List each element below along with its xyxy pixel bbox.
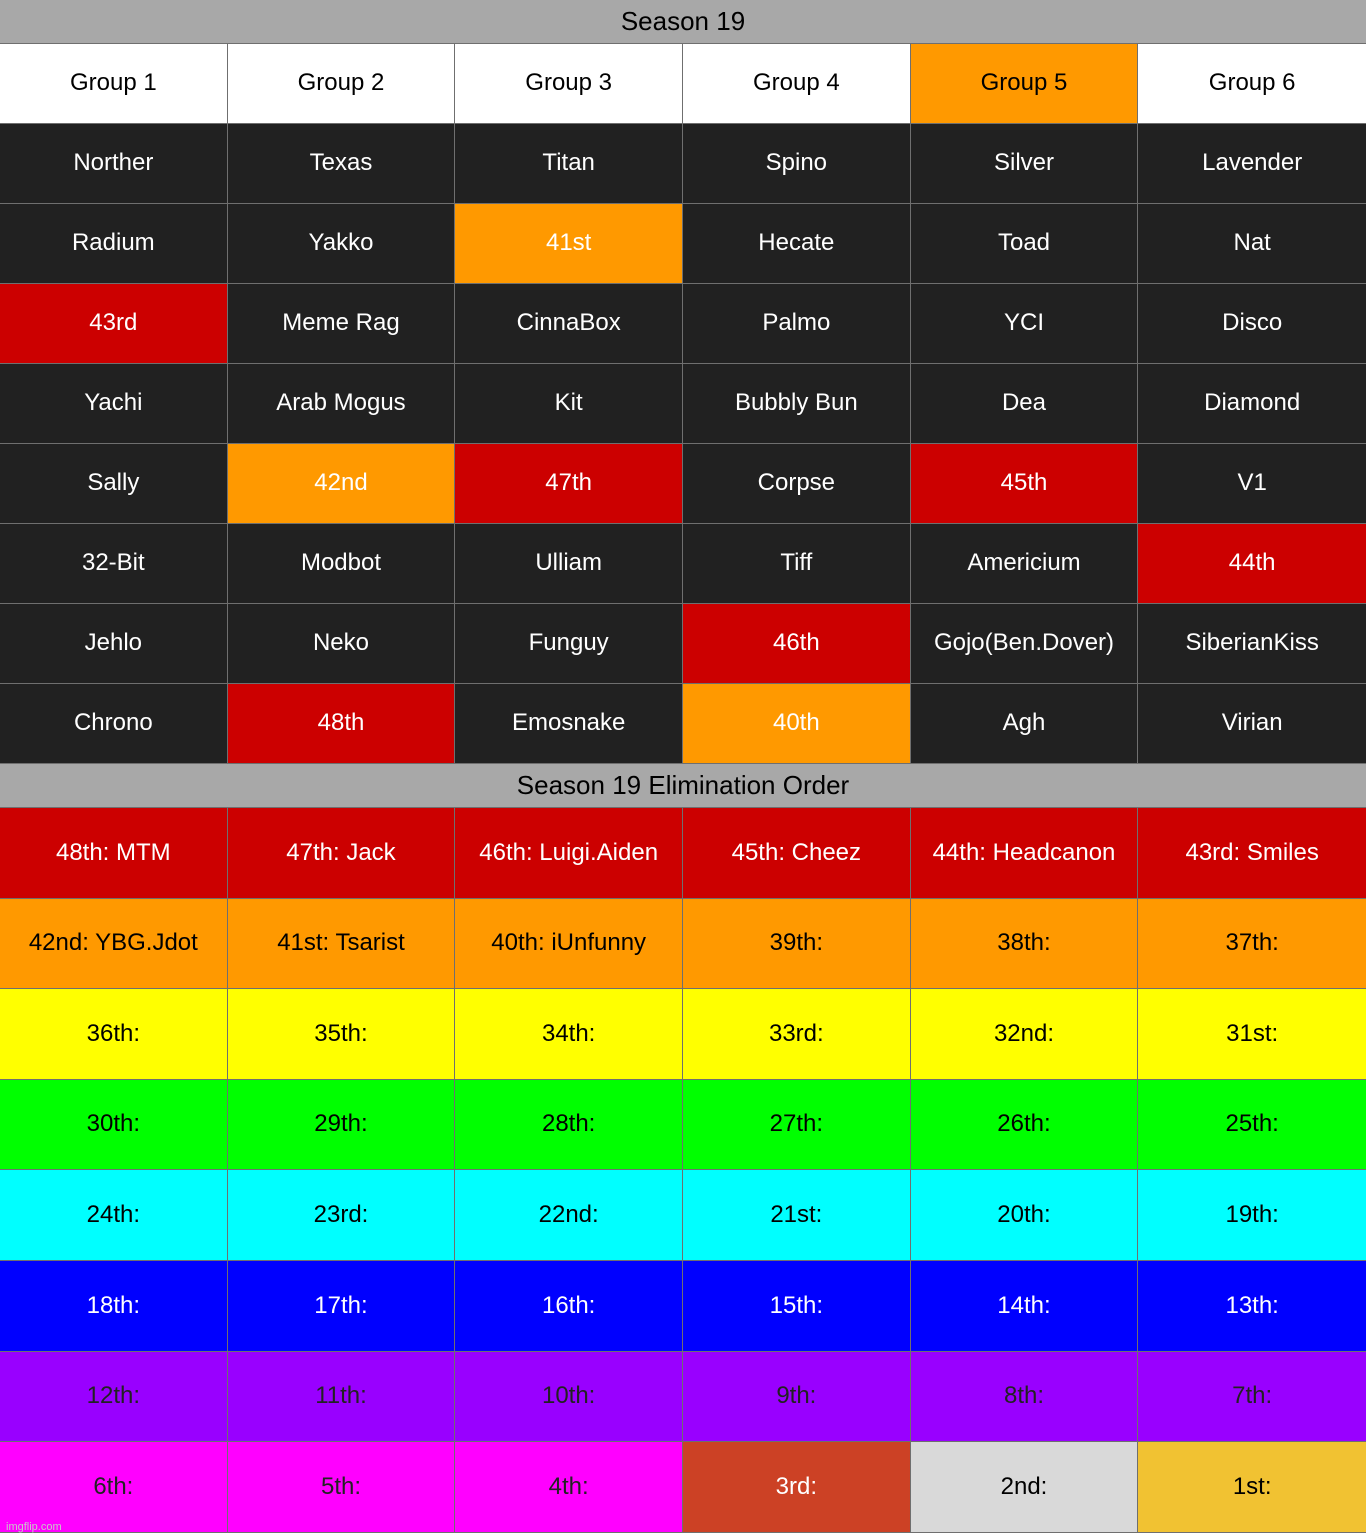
group-cell: Arab Mogus — [228, 364, 456, 444]
group-cell: Neko — [228, 604, 456, 684]
group-cell: 43rd — [0, 284, 228, 364]
group-cell: 44th — [1138, 524, 1366, 604]
group-cell: Dea — [911, 364, 1139, 444]
elimination-cell: 45th: Cheez — [683, 808, 911, 899]
elimination-cell: 5th: — [228, 1442, 456, 1533]
group-cell: Americium — [911, 524, 1139, 604]
groups-table — [0, 44, 1366, 764]
elimination-cell: 11th: — [228, 1352, 456, 1443]
elimination-cell: 42nd: YBG.Jdot — [0, 899, 228, 990]
elimination-cell: 2nd: — [911, 1442, 1139, 1533]
elimination-cell: 8th: — [911, 1352, 1139, 1443]
elimination-cell: 36th: — [0, 989, 228, 1080]
elimination-cell: 7th: — [1138, 1352, 1366, 1443]
elimination-cell: 13th: — [1138, 1261, 1366, 1352]
group-cell: SiberianKiss — [1138, 604, 1366, 684]
elimination-cell: 38th: — [911, 899, 1139, 990]
group-cell: Agh — [911, 684, 1139, 764]
elimination-cell: 16th: — [455, 1261, 683, 1352]
elimination-cell: 40th: iUnfunny — [455, 899, 683, 990]
elimination-cell: 37th: — [1138, 899, 1366, 990]
group-cell: Diamond — [1138, 364, 1366, 444]
elimination-cell: 15th: — [683, 1261, 911, 1352]
elimination-cell: 18th: — [0, 1261, 228, 1352]
group-cell: Toad — [911, 204, 1139, 284]
group-header: Group 4 — [683, 44, 911, 124]
group-cell: Meme Rag — [228, 284, 456, 364]
group-cell: 45th — [911, 444, 1139, 524]
elimination-cell: 46th: Luigi.Aiden — [455, 808, 683, 899]
elimination-cell: 44th: Headcanon — [911, 808, 1139, 899]
group-cell: Spino — [683, 124, 911, 204]
elimination-cell: 3rd: — [683, 1442, 911, 1533]
group-cell: Norther — [0, 124, 228, 204]
elimination-table — [0, 808, 1366, 1533]
elimination-cell: 32nd: — [911, 989, 1139, 1080]
group-header: Group 6 — [1138, 44, 1366, 124]
elimination-cell: 12th: — [0, 1352, 228, 1443]
elimination-cell: 20th: — [911, 1170, 1139, 1261]
elimination-cell: 31st: — [1138, 989, 1366, 1080]
group-cell: 42nd — [228, 444, 456, 524]
group-cell: Lavender — [1138, 124, 1366, 204]
elimination-cell: 33rd: — [683, 989, 911, 1080]
group-cell: 32-Bit — [0, 524, 228, 604]
group-cell: 46th — [683, 604, 911, 684]
group-cell: Gojo(Ben.Dover) — [911, 604, 1139, 684]
group-cell: Silver — [911, 124, 1139, 204]
group-cell: Corpse — [683, 444, 911, 524]
elimination-cell: 6th: — [0, 1442, 228, 1533]
group-cell: Chrono — [0, 684, 228, 764]
group-cell: 48th — [228, 684, 456, 764]
group-header: Group 1 — [0, 44, 228, 124]
group-cell: Ulliam — [455, 524, 683, 604]
group-cell: Yakko — [228, 204, 456, 284]
elimination-cell: 21st: — [683, 1170, 911, 1261]
elimination-cell: 25th: — [1138, 1080, 1366, 1171]
elimination-cell: 24th: — [0, 1170, 228, 1261]
group-cell: Yachi — [0, 364, 228, 444]
elimination-cell: 41st: Tsarist — [228, 899, 456, 990]
elimination-cell: 35th: — [228, 989, 456, 1080]
elimination-cell: 34th: — [455, 989, 683, 1080]
group-cell: V1 — [1138, 444, 1366, 524]
elimination-title: Season 19 Elimination Order — [0, 764, 1366, 808]
elimination-cell: 14th: — [911, 1261, 1139, 1352]
group-header: Group 5 — [911, 44, 1139, 124]
elimination-cell: 10th: — [455, 1352, 683, 1443]
group-cell: Emosnake — [455, 684, 683, 764]
elimination-cell: 29th: — [228, 1080, 456, 1171]
group-cell: 47th — [455, 444, 683, 524]
group-cell: YCI — [911, 284, 1139, 364]
group-cell: Disco — [1138, 284, 1366, 364]
elimination-cell: 4th: — [455, 1442, 683, 1533]
elimination-cell: 43rd: Smiles — [1138, 808, 1366, 899]
elimination-cell: 19th: — [1138, 1170, 1366, 1261]
group-cell: Hecate — [683, 204, 911, 284]
group-cell: Palmo — [683, 284, 911, 364]
group-cell: Titan — [455, 124, 683, 204]
group-cell: Virian — [1138, 684, 1366, 764]
elimination-cell: 30th: — [0, 1080, 228, 1171]
group-cell: Texas — [228, 124, 456, 204]
group-cell: Modbot — [228, 524, 456, 604]
elimination-cell: 23rd: — [228, 1170, 456, 1261]
elimination-cell: 48th: MTM — [0, 808, 228, 899]
elimination-cell: 22nd: — [455, 1170, 683, 1261]
page-title: Season 19 — [0, 0, 1366, 44]
group-cell: Sally — [0, 444, 228, 524]
group-cell: Kit — [455, 364, 683, 444]
group-cell: 41st — [455, 204, 683, 284]
elimination-cell: 9th: — [683, 1352, 911, 1443]
group-cell: Tiff — [683, 524, 911, 604]
elimination-cell: 28th: — [455, 1080, 683, 1171]
elimination-cell: 26th: — [911, 1080, 1139, 1171]
elimination-cell: 1st: — [1138, 1442, 1366, 1533]
group-cell: 40th — [683, 684, 911, 764]
group-cell: Funguy — [455, 604, 683, 684]
group-cell: CinnaBox — [455, 284, 683, 364]
group-header: Group 3 — [455, 44, 683, 124]
elimination-cell: 17th: — [228, 1261, 456, 1352]
group-cell: Jehlo — [0, 604, 228, 684]
group-cell: Nat — [1138, 204, 1366, 284]
elimination-cell: 47th: Jack — [228, 808, 456, 899]
group-cell: Bubbly Bun — [683, 364, 911, 444]
group-header: Group 2 — [228, 44, 456, 124]
watermark: imgflip.com — [6, 1521, 62, 1533]
elimination-cell: 39th: — [683, 899, 911, 990]
elimination-cell: 27th: — [683, 1080, 911, 1171]
group-cell: Radium — [0, 204, 228, 284]
